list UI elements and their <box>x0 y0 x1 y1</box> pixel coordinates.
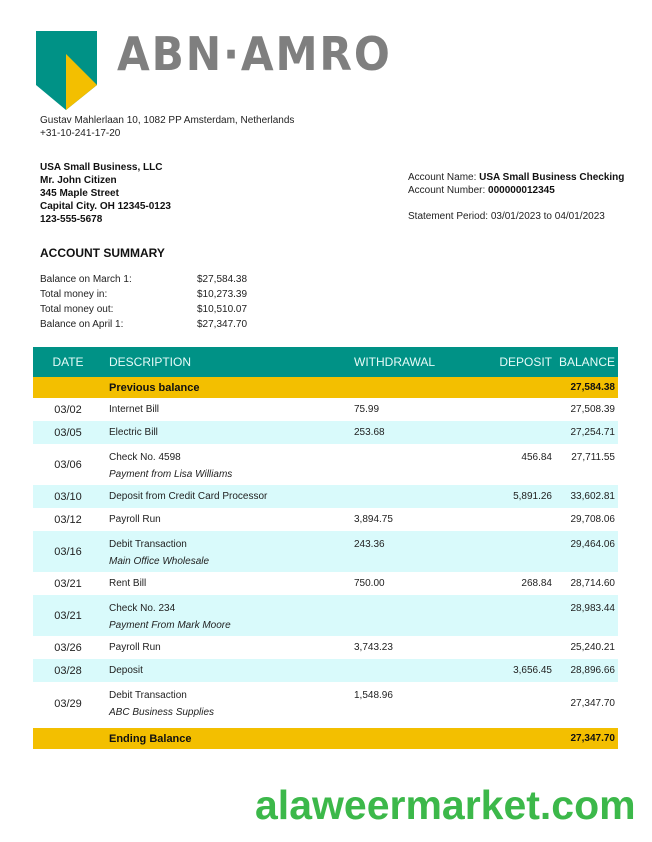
cell-balance: 28,714.60 <box>570 578 615 589</box>
ending-balance-label: Ending Balance <box>109 732 192 745</box>
cell-date: 03/12 <box>54 513 82 526</box>
summary-row <box>40 287 247 302</box>
table-row <box>33 421 618 444</box>
cell-date: 03/21 <box>54 577 82 590</box>
cell-date: 03/10 <box>54 490 82 503</box>
table-row <box>33 398 618 421</box>
cell-withdrawal: 3,894.75 <box>354 514 393 525</box>
cell-balance: 28,983.44 <box>570 603 615 614</box>
cell-deposit: 5,891.26 <box>513 491 552 502</box>
cell-date: 03/16 <box>54 545 82 558</box>
bank-phone: +31-10-241-17-20 <box>40 128 121 139</box>
bank-address <box>40 114 294 140</box>
summary-row <box>40 302 247 317</box>
description-sub: Payment From Mark Moore <box>109 620 231 631</box>
description-main: Check No. 234 <box>109 603 176 614</box>
description-main: Electric Bill <box>109 427 158 438</box>
cell-withdrawal: 1,548.96 <box>354 690 393 701</box>
summary-label: Total money out: <box>40 304 114 315</box>
description-sub: Payment from Lisa Williams <box>109 469 233 480</box>
cell-date: 03/21 <box>54 609 82 622</box>
table-row <box>33 508 618 531</box>
table-row <box>33 595 618 636</box>
cell-description <box>103 595 354 631</box>
cell-deposit <box>474 531 552 539</box>
bank-name-logo-text: ABN·AMRO <box>117 27 392 81</box>
cell-balance: 25,240.21 <box>570 642 615 653</box>
previous-balance-label: Previous balance <box>109 381 200 394</box>
description-main: Deposit <box>109 665 143 676</box>
summary-row <box>40 317 247 332</box>
table-header-row <box>33 347 618 377</box>
cell-deposit <box>474 595 552 603</box>
cell-description <box>103 491 354 502</box>
account-summary-title: ACCOUNT SUMMARY <box>40 246 165 260</box>
cell-date: 03/05 <box>54 426 82 439</box>
account-name-label: Account Name: <box>408 172 480 183</box>
table-row <box>33 485 618 508</box>
header-description: DESCRIPTION <box>109 355 192 369</box>
summary-value: $27,347.70 <box>197 319 248 330</box>
transactions-table <box>33 347 618 749</box>
cell-withdrawal: 75.99 <box>354 404 380 415</box>
cell-description <box>103 642 354 653</box>
bank-address-line: Gustav Mahlerlaan 10, 1082 PP Amsterdam, Netherlands <box>40 115 295 126</box>
cell-date: 03/26 <box>54 641 82 654</box>
summary-value: $10,273.39 <box>197 289 248 300</box>
account-info-block <box>408 171 624 223</box>
statement-period-value: 03/01/2023 to 04/01/2023 <box>490 211 605 222</box>
summary-row <box>40 272 247 287</box>
cell-balance: 29,708.06 <box>570 514 615 525</box>
cell-description <box>103 682 354 718</box>
table-row <box>33 444 618 485</box>
cell-deposit: 3,656.45 <box>513 665 552 676</box>
table-row <box>33 682 618 725</box>
summary-value: $27,584.38 <box>197 274 248 285</box>
cell-description <box>103 514 354 525</box>
account-summary <box>40 272 247 332</box>
customer-city: Capital City. OH 12345-0123 <box>40 201 171 212</box>
header-withdrawal: WITHDRAWAL <box>354 355 436 369</box>
summary-label: Balance on March 1: <box>40 274 132 285</box>
cell-description <box>103 404 354 415</box>
description-main: Internet Bill <box>109 404 160 415</box>
description-main: Payroll Run <box>109 514 161 525</box>
statement-period <box>408 210 624 223</box>
cell-date: 03/02 <box>54 403 82 416</box>
cell-description <box>103 531 354 567</box>
cell-balance: 27,347.70 <box>570 698 615 709</box>
transactions-body <box>33 398 618 725</box>
customer-name: Mr. John Citizen <box>40 175 117 186</box>
cell-description <box>103 665 354 676</box>
cell-deposit: 268.84 <box>521 578 552 589</box>
description-main: Deposit from Credit Card Processor <box>109 491 268 502</box>
customer-street: 345 Maple Street <box>40 188 119 199</box>
cell-description <box>103 427 354 438</box>
header-date: DATE <box>52 355 84 369</box>
account-number <box>408 184 624 197</box>
previous-balance-value: 27,584.38 <box>570 382 615 393</box>
cell-withdrawal: 3,743.23 <box>354 642 393 653</box>
table-row <box>33 636 618 659</box>
ending-balance-row <box>33 728 618 749</box>
cell-description <box>103 578 354 589</box>
cell-deposit: 456.84 <box>521 452 552 463</box>
cell-balance: 27,711.55 <box>571 452 615 463</box>
cell-withdrawal <box>354 595 474 603</box>
cell-description <box>103 444 354 480</box>
cell-date: 03/28 <box>54 664 82 677</box>
description-main: Check No. 4598 <box>109 452 181 463</box>
account-name-value: USA Small Business Checking <box>479 172 625 183</box>
description-sub: ABC Business Supplies <box>109 707 215 718</box>
cell-date: 03/29 <box>54 697 82 710</box>
cell-balance: 27,254.71 <box>570 427 615 438</box>
cell-date: 03/06 <box>54 458 82 471</box>
header-balance: BALANCE <box>558 355 615 369</box>
description-main: Debit Transaction <box>109 690 187 701</box>
cell-withdrawal: 750.00 <box>354 578 385 589</box>
cell-balance: 33,602.81 <box>570 491 615 502</box>
cell-deposit <box>474 682 552 690</box>
previous-balance-row <box>33 377 618 398</box>
summary-label: Balance on April 1: <box>40 319 124 330</box>
table-row <box>33 531 618 572</box>
watermark-text: alaweermarket.com <box>255 782 636 828</box>
account-name <box>408 171 624 184</box>
customer-address-block <box>40 161 171 226</box>
account-number-value: 000000012345 <box>488 185 555 196</box>
cell-withdrawal: 243.36 <box>354 539 385 550</box>
abn-amro-shield-logo-icon <box>36 31 97 110</box>
cell-balance: 29,464.06 <box>570 539 615 550</box>
description-main: Payroll Run <box>109 642 161 653</box>
description-main: Rent Bill <box>109 578 147 589</box>
summary-label: Total money in: <box>40 289 108 300</box>
cell-balance: 28,896.66 <box>570 665 615 676</box>
description-main: Debit Transaction <box>109 539 187 550</box>
customer-company: USA Small Business, LLC <box>40 162 163 173</box>
table-row <box>33 659 618 682</box>
statement-period-label: Statement Period: <box>408 211 491 222</box>
summary-value: $10,510.07 <box>197 304 248 315</box>
customer-phone: 123-555-5678 <box>40 214 103 225</box>
cell-balance: 27,508.39 <box>570 404 615 415</box>
cell-withdrawal: 253.68 <box>354 427 385 438</box>
account-number-label: Account Number: <box>408 185 489 196</box>
ending-balance-value: 27,347.70 <box>570 733 615 744</box>
table-row <box>33 572 618 595</box>
header-deposit: DEPOSIT <box>499 355 552 369</box>
description-sub: Main Office Wholesale <box>109 556 210 567</box>
cell-withdrawal <box>354 444 474 452</box>
